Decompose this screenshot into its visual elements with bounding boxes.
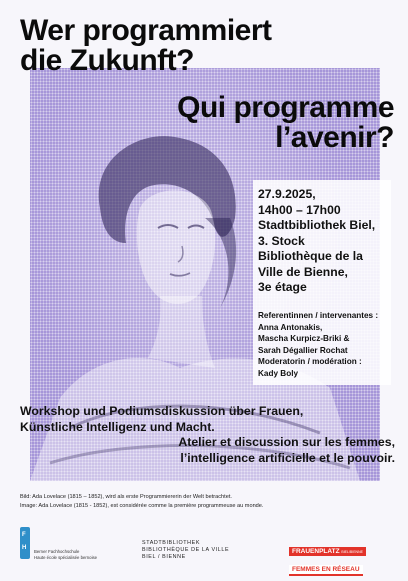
venue-fr-line2: Ville de Bienne, [258, 264, 348, 279]
description-fr-line1: Atelier et discussion sur les femmes, [178, 435, 395, 449]
moderator-name: Kady Boly [258, 368, 299, 378]
bfh-letters [22, 529, 26, 555]
frauenplatz-logo-top [289, 547, 366, 556]
venue-fr-line3: 3e étage [258, 280, 307, 294]
bfh-letter-h: H [22, 545, 27, 551]
library-logo-line2: BIBLIOTHÈQUE DE LA VILLE [142, 547, 230, 553]
description-fr-line2: l’intelligence artificielle et le pouvoir. [180, 450, 395, 465]
venue-de-line2: 3. Stock [258, 233, 305, 248]
event-time: 14h00 – 17h00 [258, 202, 341, 217]
headline-german [20, 16, 360, 76]
description-de-line2: Künstliche Intelligenz und Macht. [20, 419, 215, 434]
library-logo [142, 540, 252, 561]
event-details [258, 187, 388, 296]
event-date: 27.9.2025, [258, 187, 316, 201]
library-logo-line1: STADTBIBLIOTHEK [142, 540, 201, 546]
headline-fr-line2: l’avenir? [275, 121, 394, 154]
bfh-letter-f: F [22, 532, 26, 538]
frauenplatz-logo [289, 540, 379, 576]
headline-de-line1: Wer programmiert [20, 14, 272, 47]
bfh-logo [20, 527, 110, 561]
event-description [20, 404, 395, 466]
moderation-label: Moderatorin / modération : [258, 357, 362, 366]
venue-de-line1: Stadtbibliothek Biel, [258, 218, 376, 232]
speaker-line2: Mascha Kurpicz-Briki & [258, 334, 350, 343]
headline-fr-line1: Qui programme [177, 91, 394, 124]
frauenplatz-name: FRAUENPLATZ [292, 548, 340, 555]
headline-de-line2: die Zukunft? [20, 44, 194, 77]
library-logo-line3: BIEL / BIENNE [142, 554, 186, 560]
speakers-label: Referentinnen / intervenantes : [258, 311, 379, 320]
frauenplatz-city: BIEL/BIENNE [341, 550, 363, 554]
image-credits [20, 493, 395, 511]
bfh-mark-icon [20, 527, 30, 559]
venue-fr-line1: Bibliothèque de la [258, 249, 363, 263]
speakers-list [258, 310, 393, 379]
description-de-line1: Workshop und Podiumsdiskussion über Frauen, [20, 404, 304, 418]
frauenplatz-logo-bottom: FEMMES EN RÉSEAU [289, 565, 363, 576]
speaker-line1: Anna Antonakis, [258, 322, 323, 332]
speaker-line3: Sarah Dégallier Rochat [258, 345, 348, 355]
bfh-name-fr: Haute école spécialisée bernoise [34, 554, 98, 560]
headline-french [114, 93, 394, 153]
bfh-name [34, 549, 97, 560]
credit-fr: Image: Ada Lovelace (1815 - 1852), est considérée comme la première programmeuse au monde. [20, 503, 264, 509]
bfh-name-de: Berner Fachhochschule [34, 549, 80, 554]
credit-de: Bild: Ada Lovelace (1815 – 1852), wird als erste Programmiererin der Welt betrachtet. [20, 494, 232, 500]
